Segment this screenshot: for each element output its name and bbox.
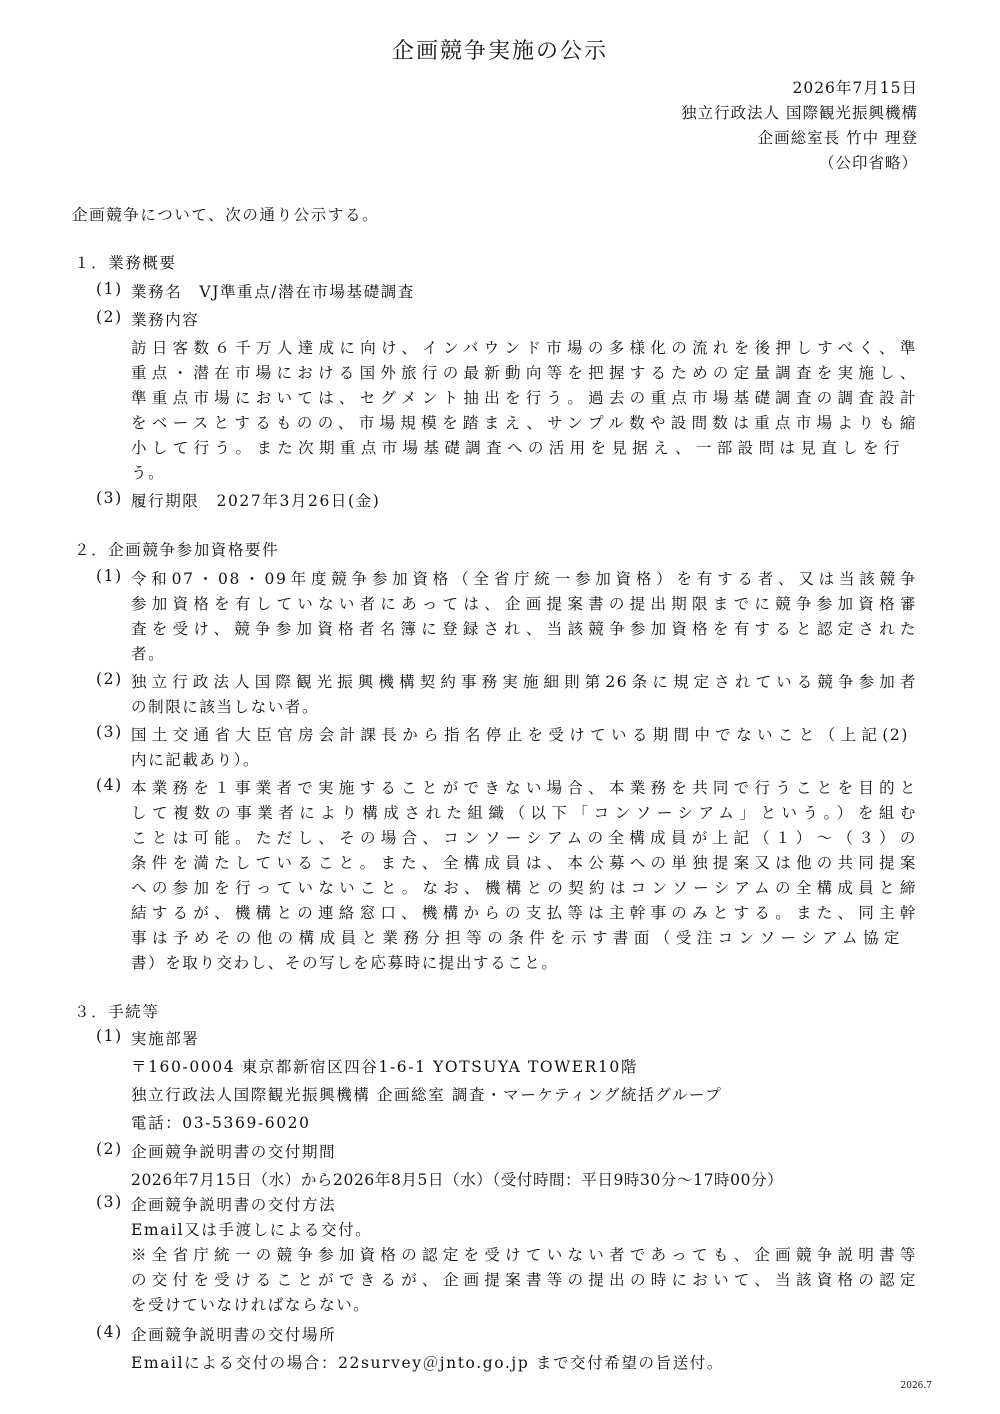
s2-item2-number: (2) [96,670,123,688]
s1-item2-number: (2) [96,308,123,326]
s3-item2-number: (2) [96,1140,123,1158]
s2-item4-line: 書）を取り交わし、その写しを応募時に提出すること。 [131,954,559,972]
s3-item3-line: を受けていなければならない。 [131,1296,371,1314]
section-3-heading: ３．手続等 [74,1003,160,1021]
s2-item3-number: (3) [96,723,123,741]
s2-item1-line: 査を受け、競争参加資格者名簿に登録され、当該競争参加資格を有すると認定された [131,620,917,638]
s1-item2-line: 訪日客数６千万人達成に向け、インバウンド市場の多様化の流れを後押しすべく、準 [131,339,917,357]
s3-item3-line: Email又は手渡しによる交付。 [131,1221,373,1239]
s3-item3-line: ※全省庁統一の競争参加資格の認定を受けていない者であっても、企画競争説明書等 [131,1246,917,1264]
s2-item4-line: 結するが、機構との連絡窓口、機構からの支払等は主幹事のみとする。また、同主幹 [131,904,917,922]
s1-item2-line: 準重点市場においては、セグメント抽出を行う。過去の重点市場基礎調査の調査設計 [131,389,917,407]
s2-item3-line: 内に記載あり）。 [131,751,261,769]
s2-item4-line: ことは可能。ただし、その場合、コンソーシアムの全構成員が上記（１）～（３）の [131,829,917,847]
s3-item1-address: 〒160-0004 東京都新宿区四谷1-6-1 YOTSUYA TOWER10階 [131,1058,638,1076]
section-1-heading: １．業務概要 [74,254,177,272]
s2-item2-line: の制限に該当しない者。 [131,698,320,716]
page-title: 企画競争実施の公示 [391,39,608,64]
s2-item4-line: 条件を満たしていること。また、全構成員は、本公募への単独提案又は他の共同提案 [131,854,917,872]
s1-item2-line: う。 [131,464,166,482]
s3-item1-number: (1) [96,1027,123,1045]
s2-item4-line: への参加を行っていないこと。なお、機構との契約はコンソーシアムの全構成員と締 [131,879,917,897]
s2-item1-line: 参加資格を有していない者にあっては、企画提案書の提出期限までに競争参加資格審 [131,595,917,613]
s3-item1-department: 独立行政法人国際観光振興機構 企画総室 調査・マーケティング統括グループ [131,1086,723,1104]
s1-item3-label: 履行期限 2027年3月26日(金) [131,492,381,510]
s1-item1-label: 業務名 VJ準重点/潜在市場基礎調査 [131,283,415,301]
issuer-name: 企画総室長 竹中 理登 [757,129,918,147]
s3-item4-email-line: Emailによる交付の場合：22survey＠jnto.go.jp まで交付希望の旨送付。 [131,1354,724,1372]
s2-item2-line: 独立行政法人国際観光振興機構契約事務実施細則第26条に規定されている競争参加者 [131,673,917,691]
s2-item4-number: (4) [96,776,123,794]
s3-item1-label: 実施部署 [131,1030,200,1048]
s2-item1-line: 者。 [131,645,166,663]
s3-item1-phone: 電話：03-5369-6020 [131,1114,311,1132]
intro-text: 企画競争について、次の通り公示する。 [72,206,380,224]
s2-item1-line: 令和07・08・09年度競争参加資格（全省庁統一参加資格）を有する者、又は当該競争 [131,570,917,588]
s1-item2-line: 重点・潜在市場における国外旅行の最新動向等を把握するための定量調査を実施し、 [131,364,917,382]
s1-item2-label: 業務内容 [131,311,200,329]
issuing-organization: 独立行政法人 国際観光振興機構 [681,104,918,122]
s3-item3-line: の交付を受けることができるが、企画提案書等の提出の時において、当該資格の認定 [131,1271,917,1289]
s2-item1-number: (1) [96,567,123,585]
s3-item4-number: (4) [96,1323,123,1341]
s2-item4-line: して複数の事業者により構成された組織（以下「コンソーシアム」という。）を組む [131,804,917,822]
s1-item3-number: (3) [96,489,123,507]
s1-item2-line: 小して行う。また次期重点市場基礎調査への活用を見据え、一部設問は見直しを行 [131,439,901,457]
s1-item1-number: (1) [96,280,123,298]
section-2-heading: ２．企画競争参加資格要件 [74,541,280,559]
s3-item3-label: 企画競争説明書の交付方法 [131,1196,337,1214]
notice-date: 2026年7月15日 [792,79,918,97]
s2-item3-line: 国土交通省大臣官房会計課長から指名停止を受けている期間中でないこと（上記(2) [131,726,909,744]
s3-item4-label: 企画競争説明書の交付場所 [131,1326,337,1344]
footer-version-code: 2026.7 [900,1381,932,1391]
s3-item2-period: 2026年7月15日（水）から2026年8月5日（水）（受付時間：平日9時30分～17時00分） [131,1171,784,1189]
seal-omitted-note: （公印省略） [818,154,918,172]
s2-item4-line: 事は予めその他の構成員と業務分担等の条件を示す書面（受注コンソーシアム協定 [131,929,901,947]
s3-item3-number: (3) [96,1193,123,1211]
s2-item4-line: 本業務を１事業者で実施することができない場合、本業務を共同で行うことを目的と [131,779,917,797]
s1-item2-line: をベースとするものの、市場規模を踏まえ、サンプル数や設問数は重点市場よりも縮 [131,414,917,432]
s3-item2-label: 企画競争説明書の交付期間 [131,1143,337,1161]
